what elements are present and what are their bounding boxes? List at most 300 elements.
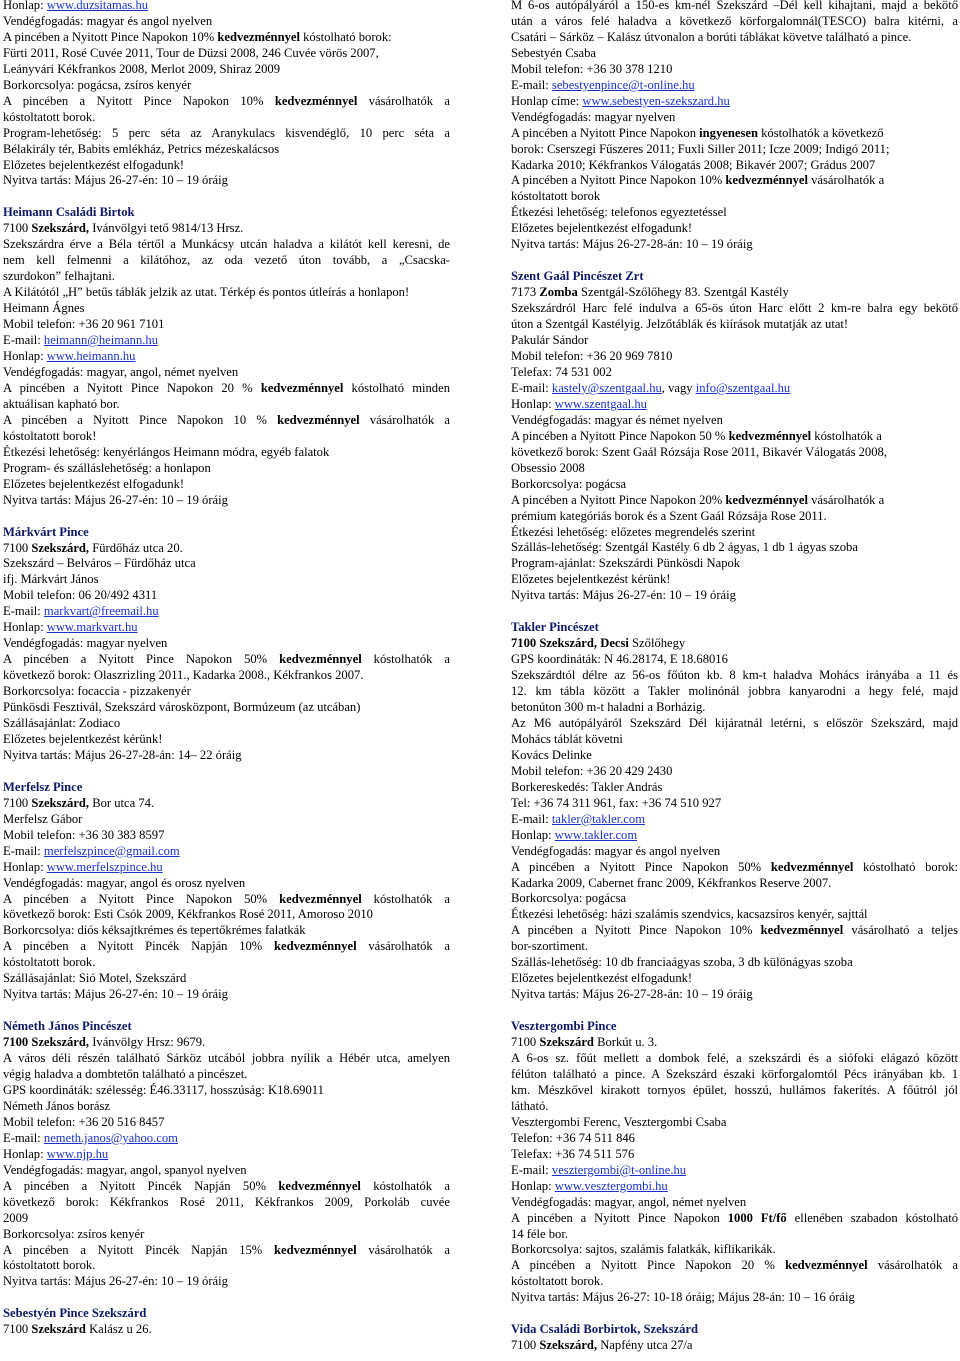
text-line — [511, 189, 958, 205]
text-segment: 7100 — [511, 1035, 540, 1050]
text-line — [3, 604, 450, 620]
text-line — [3, 253, 450, 269]
text-line — [3, 716, 450, 732]
text-segment: E-mail: — [511, 380, 552, 395]
text-line — [3, 700, 450, 716]
text-line — [3, 1051, 450, 1067]
link[interactable]: www.duzsitamas.hu — [46, 0, 149, 12]
text-line — [3, 46, 450, 62]
text-line — [511, 493, 958, 509]
text-segment: E-mail: — [511, 77, 552, 92]
text-segment: Vendégfogadás: magyar, angol és orosz nyelven — [3, 875, 246, 890]
text-line — [3, 317, 450, 333]
text-line — [3, 1163, 450, 1179]
text-segment: E-mail: — [3, 604, 44, 619]
text-line — [3, 413, 450, 429]
text-line — [511, 828, 958, 844]
text-segment: Étkezési lehetőség: előzetes megrendelés szerint — [511, 524, 756, 539]
text-line — [511, 477, 958, 493]
link[interactable]: nemeth.janos@yahoo.com — [43, 1130, 178, 1145]
text-line — [511, 1163, 958, 1179]
text-segment: km. Mészkővel kirakott tornyos épület, hosszú, hullámos fakerítés. A főútról jól — [511, 1082, 958, 1097]
text-segment: A pincében a Nyitott Pince Napokon 50% — [3, 891, 280, 906]
text-segment: kóstoltatott borok. — [3, 955, 96, 970]
text-segment: vásárolhatók a — [359, 412, 450, 427]
text-line — [511, 652, 958, 668]
heading-text: Takler Pincészet — [511, 620, 599, 635]
text-line — [3, 445, 450, 461]
text-line — [511, 668, 958, 684]
text-segment: következő borok: Esti Csók 2009, Kékfrankos Rosé 2011, Amoroso 2010 — [3, 907, 373, 922]
text-line — [3, 1211, 450, 1227]
text-segment: Mobil telefon: +36 30 378 1210 — [511, 61, 673, 76]
text-segment: E-mail: — [511, 1162, 552, 1177]
heading-text: Sebestyén Pince Szekszárd — [3, 1306, 147, 1321]
text-segment: Program- és szálláslehetőség: a honlapon — [3, 460, 211, 475]
link[interactable]: markvart@freemail.hu — [43, 604, 159, 619]
text-line — [3, 397, 450, 413]
link[interactable]: heimann@heimann.hu — [43, 333, 158, 348]
text-segment: vásárolhatók a — [357, 93, 450, 108]
text-segment: A pincében a Nyitott Pince Napokon 10% — [511, 173, 726, 188]
text-segment: nem kell felmenni a kilátóhoz, az oda vezető úton tovább, a „Csacska- — [3, 253, 450, 268]
text-line — [511, 349, 958, 365]
text-segment: Honlap: — [511, 1178, 555, 1193]
text-line — [3, 1115, 450, 1131]
winery-heading-takler-pinceszet — [511, 620, 958, 636]
text-line — [511, 205, 958, 221]
text-segment: A pincében a Nyitott Pince Napokon 50 % — [511, 428, 729, 443]
text-line — [3, 1067, 450, 1083]
text-line — [511, 30, 958, 46]
text-segment: Borkorcsolya: pogácsa — [511, 476, 627, 491]
text-line — [3, 142, 450, 158]
text-line — [511, 812, 958, 828]
text-line — [3, 828, 450, 844]
text-line — [3, 221, 450, 237]
bold-text: Szekszárd, — [31, 540, 90, 555]
text-line — [3, 971, 450, 987]
text-line — [3, 1322, 450, 1338]
text-segment: kóstolható borok: — [853, 859, 958, 874]
text-line — [3, 1179, 450, 1195]
text-segment: kóstoltatott borok. — [3, 1258, 96, 1273]
text-segment: GPS koordináták: szélesség: É46.33117, hosszúság: K18.69011 — [3, 1083, 324, 1097]
text-segment: Vendégfogadás: magyar és angol nyelven — [3, 13, 213, 28]
text-line — [3, 1227, 450, 1243]
winery-heading-nemeth-janos-pinceszet — [3, 1019, 450, 1035]
section-gap — [3, 1003, 450, 1019]
text-segment: Mobil telefon: 06 20/492 4311 — [3, 588, 158, 603]
text-line — [3, 987, 450, 1003]
text-line — [511, 365, 958, 381]
text-segment: A pincében a Nyitott Pincék Napján 15% — [3, 1242, 275, 1257]
link[interactable]: www.merfelszpince.hu — [46, 859, 163, 874]
link[interactable]: www.szentgaal.hu — [554, 396, 647, 411]
text-line — [3, 14, 450, 30]
text-segment: 7100 — [3, 221, 32, 236]
bold-text: kedvezménnyel — [274, 939, 357, 954]
text-segment: kóstoltatott borok. — [511, 1274, 604, 1289]
text-line — [511, 540, 958, 556]
text-segment: 7173 — [511, 285, 540, 300]
text-segment: Borkereskedés: Takler András — [511, 779, 663, 794]
link[interactable]: merfelszpince@gmail.com — [43, 843, 180, 858]
section-gap — [511, 604, 958, 620]
text-segment: E-mail: — [3, 843, 44, 858]
text-segment: Honlap: — [3, 1146, 47, 1161]
text-line — [3, 365, 450, 381]
text-segment: Honlap: — [511, 396, 555, 411]
heading-text: Merfelsz Pince — [3, 779, 83, 794]
text-line — [511, 907, 958, 923]
text-segment: végig haladva a dombtetőn található a pincészet. — [3, 1067, 248, 1082]
link[interactable]: www.takler.com — [554, 827, 638, 842]
text-line — [3, 461, 450, 477]
text-segment: Németh János borász — [3, 1098, 111, 1113]
text-segment: úton a Szentgál Kastélyig. Jelzőtáblák és kiírások mutatják az utat! — [511, 317, 849, 332]
text-segment: Nyitva tartás: Május 26-27-én: 10 – 19 óráig — [3, 987, 228, 1002]
text-line — [3, 301, 450, 317]
bold-text: kedvezménnyel — [279, 652, 362, 667]
text-line — [511, 1067, 958, 1083]
text-line — [3, 684, 450, 700]
text-line — [511, 46, 958, 62]
text-segment: Mobil telefon: +36 20 961 7101 — [3, 317, 165, 332]
text-segment: Vendégfogadás: magyar, angol, német nyelven — [3, 364, 239, 379]
text-line — [511, 700, 958, 716]
text-line — [3, 907, 450, 923]
text-line — [511, 684, 958, 700]
heading-text: Vida Családi Borbirtok, Szekszárd — [511, 1322, 699, 1337]
text-line — [511, 732, 958, 748]
text-line — [511, 716, 958, 732]
text-segment: 7100 — [3, 795, 32, 810]
text-segment: A pincében a Nyitott Pincék Napján 10% — [3, 939, 275, 954]
text-line — [511, 397, 958, 413]
text-line — [3, 1195, 450, 1211]
text-line — [511, 333, 958, 349]
text-segment: kóstoltatott borok! — [3, 428, 97, 443]
text-segment: vásárolhatók a — [356, 1242, 450, 1257]
text-line — [511, 381, 958, 397]
right-column — [511, 0, 958, 1354]
text-line — [3, 1243, 450, 1259]
text-segment: A pincében a Nyitott Pince Napokon 20 % — [3, 380, 261, 395]
winery-heading-szent-gaal-pinceszet-zrt — [511, 269, 958, 285]
text-line — [511, 844, 958, 860]
text-segment: ellenében szabadon kóstolható — [786, 1210, 958, 1225]
text-line — [511, 1147, 958, 1163]
bold-text: kedvezménnyel — [217, 29, 300, 44]
text-segment: E-mail: — [511, 811, 552, 826]
text-line — [511, 796, 958, 812]
text-segment: Vendégfogadás: magyar nyelven — [3, 636, 168, 651]
text-line — [3, 588, 450, 604]
text-segment: Nyitva tartás: Május 26-27-28-án: 14– 22 óráig — [3, 747, 242, 762]
text-segment: Nyitva tartás: Május 26-27-én: 10 – 19 óráig — [3, 1274, 228, 1289]
text-segment: Honlap: — [511, 827, 555, 842]
text-segment: Szekszárdra érve a Béla tértől a Munkácsy utcán haladva a kilátót kell keresni, de — [3, 237, 450, 252]
text-segment: Szállás-lehetőség: 10 db franciaágyas szoba, 3 db különágyas szoba — [511, 955, 853, 970]
text-line — [511, 301, 958, 317]
section-gap — [3, 189, 450, 205]
text-segment: vásárolhatók a — [807, 492, 885, 507]
text-segment: kóstoltatott borok. — [3, 109, 96, 124]
section-gap — [511, 1306, 958, 1322]
text-line — [511, 142, 958, 158]
text-segment: Kadarka 2009, Cabernet franc 2009, Kékfrankos Reserve 2007. — [511, 875, 832, 890]
text-line — [3, 349, 450, 365]
text-segment: A pincében a Nyitott Pince Napokon 20 % — [511, 1258, 786, 1273]
bold-text: 7100 Szekszárd, — [511, 636, 598, 651]
text-line — [3, 955, 450, 971]
text-segment: kóstolhatók a következő — [757, 125, 884, 140]
text-segment: borok: Cserszegi Fűszeres 2011; Fuxli Siller 2011; Icze 2009; Indigó 2011; — [511, 141, 890, 156]
text-segment: Mohács táblát követni — [511, 731, 623, 746]
bold-text: Szekszárd — [31, 1322, 86, 1337]
text-segment: A 6-os sz. főút mellett a dombok felé, a szekszárdi és a siófoki elágazó között — [511, 1051, 958, 1066]
link[interactable]: info@szentgaal.hu — [695, 380, 791, 395]
section-gap — [511, 1003, 958, 1019]
bold-text: kedvezménnyel — [760, 923, 844, 938]
text-line — [511, 1274, 958, 1290]
text-line — [511, 0, 958, 14]
text-segment: Fürti 2011, Rosé Cuvée 2011, Tour de Düzsi 2008, 246 Cuvée vörös 2007, — [3, 45, 379, 60]
text-segment: Heimann Ágnes — [3, 301, 85, 316]
bold-text: kedvezménnyel — [725, 173, 808, 188]
text-line — [511, 126, 958, 142]
text-line — [3, 158, 450, 174]
text-segment: Honlap: — [3, 0, 47, 12]
bold-text: Szekszárd, — [539, 1338, 598, 1353]
text-segment: Mobil telefon: +36 20 429 2430 — [511, 763, 673, 778]
text-segment: Vendégfogadás: magyar és angol nyelven — [511, 843, 721, 858]
winery-heading-markvart-pince — [3, 525, 450, 541]
text-segment: Vendégfogadás: magyar, angol, német nyelven — [511, 1194, 747, 1209]
text-line — [3, 652, 450, 668]
text-segment: A pincében a Nyitott Pincék Napján 50% — [3, 1178, 279, 1193]
text-line — [511, 1227, 958, 1243]
text-segment: Borkorcsolya: zsíros kenyér — [3, 1226, 145, 1241]
text-segment: Előzetes bejelentkezést elfogadunk! — [3, 157, 185, 172]
text-segment: A pincében a Nyitott Pince Napokon 10% — [3, 29, 218, 44]
text-line — [511, 110, 958, 126]
winery-heading-vesztergombi-pince — [511, 1019, 958, 1035]
text-segment: Fürdőház utca 20. — [89, 540, 183, 555]
winery-heading-vida-csaladi-borbirtok-szekszard — [511, 1322, 958, 1338]
text-line — [3, 1131, 450, 1147]
text-segment: Nyitva tartás: Május 26-27-28-án: 10 – 19 óráig — [511, 237, 753, 252]
text-segment: Kadarka 2010; Kékfrankos Válogatás 2008; Bikavér 2007; Grádus 2007 — [511, 157, 876, 172]
text-line — [3, 1147, 450, 1163]
text-line — [3, 110, 450, 126]
text-segment: Nyitva tartás: Május 26-27-én: 10 – 19 óráig — [511, 588, 736, 603]
bold-text: kedvezménnyel — [728, 428, 812, 443]
section-gap — [3, 764, 450, 780]
section-gap — [3, 1290, 450, 1306]
section-gap — [511, 253, 958, 269]
text-segment: Csatári – Sárköz – Kalász útvonalon a borúti táblákat követve található a pince. — [511, 29, 912, 44]
text-line — [511, 1195, 958, 1211]
text-line — [511, 1099, 958, 1115]
text-line — [511, 860, 958, 876]
text-segment: 7100 — [3, 540, 32, 555]
text-segment: E-mail: — [3, 333, 44, 348]
text-line — [511, 94, 958, 110]
text-segment: , vagy — [661, 380, 696, 395]
link[interactable]: www.sebestyen-szekszard.hu — [582, 93, 730, 108]
link[interactable]: www.njp.hu — [46, 1146, 109, 1161]
text-line — [3, 381, 450, 397]
bold-text: kedvezménnyel — [274, 1242, 357, 1257]
link[interactable]: kastely@szentgaal.hu — [551, 380, 662, 395]
link[interactable]: takler@takler.com — [551, 811, 645, 826]
text-segment: 14 féle bor. — [511, 1226, 569, 1241]
bold-text: Szekszárd, — [31, 221, 90, 236]
text-segment: vásárolhatók a — [356, 939, 450, 954]
text-segment: Mobil telefon: +36 20 969 7810 — [511, 349, 673, 364]
text-line — [3, 1099, 450, 1115]
text-line — [511, 748, 958, 764]
text-segment: Előzetes bejelentkezést kérünk! — [511, 572, 671, 587]
text-line — [3, 796, 450, 812]
text-segment: Tel: +36 74 311 961, fax: +36 74 510 927 — [511, 795, 722, 810]
bold-text: kedvezménnyel — [278, 1178, 361, 1193]
text-line — [511, 62, 958, 78]
text-line — [511, 14, 958, 30]
text-line — [3, 572, 450, 588]
text-line — [3, 732, 450, 748]
link[interactable]: sebestyenpince@t-online.hu — [551, 77, 695, 92]
text-segment: Ivánvölgyi tető 9814/13 Hrsz. — [89, 221, 244, 236]
text-line — [511, 445, 958, 461]
text-line — [511, 1035, 958, 1051]
text-segment: A pincében a Nyitott Pince Napokon 50% — [511, 859, 771, 874]
text-segment: 2009 — [3, 1210, 29, 1225]
text-line — [3, 556, 450, 572]
text-segment: E-mail: — [3, 1130, 44, 1145]
text-segment: Ivánvölgy Hrsz: 9679. — [89, 1035, 206, 1050]
text-segment: Nyitva tartás: Május 26-27: 10-18 óráig; Május 28-án: 10 – 16 óráig — [511, 1290, 855, 1305]
text-line — [3, 844, 450, 860]
text-segment: Telefax: 74 531 002 — [511, 364, 612, 379]
text-segment: vásárolhatók a — [867, 1258, 958, 1273]
text-line — [511, 237, 958, 253]
text-line — [3, 876, 450, 892]
text-line — [511, 1115, 958, 1131]
text-segment: Szállás-lehetőség: Szentgál Kastély 6 db 2 ágyas, 1 db 1 ágyas szoba — [511, 540, 858, 555]
link[interactable]: vesztergombi@t-online.hu — [551, 1162, 687, 1177]
text-segment: bor-szortiment. — [511, 939, 589, 954]
text-line — [3, 333, 450, 349]
text-segment: Napfény utca 27/a — [597, 1338, 693, 1353]
text-segment: GPS koordináták: N 46.28174, E 18.68016 — [511, 652, 728, 667]
link[interactable]: www.heimann.hu — [46, 349, 136, 364]
text-segment: Szekszárdtól délre az 56-os főúton kb. 8 km-t haladva Mohács irányába a 11 és — [511, 668, 958, 683]
text-segment: A pincében a Nyitott Pince Napokon 10% — [511, 923, 761, 938]
text-segment: aktuálisan kapható bor. — [3, 396, 120, 411]
text-line — [3, 30, 450, 46]
text-segment: 7100 — [511, 1338, 540, 1353]
text-line — [3, 1258, 450, 1274]
text-segment: Program-lehetőség: 5 perc séta az Aranykulacs kisvendéglő, 10 perc séta a — [3, 125, 450, 140]
text-segment: Telefon: +36 74 511 846 — [511, 1130, 635, 1145]
text-segment: 7100 — [3, 1322, 32, 1337]
text-line — [511, 1290, 958, 1306]
text-segment: Vendégfogadás: magyar és német nyelven — [511, 412, 723, 427]
text-line — [3, 923, 450, 939]
text-line — [3, 237, 450, 253]
bold-text: kedvezménnyel — [274, 93, 358, 108]
text-line — [3, 493, 450, 509]
text-line — [511, 461, 958, 477]
text-line — [511, 1258, 958, 1274]
text-segment: Nyitva tartás: Május 26-27-én: 10 – 19 óráig — [3, 173, 228, 188]
link[interactable]: www.markvart.hu — [46, 620, 138, 635]
text-segment: Pakulár Sándor — [511, 333, 589, 348]
text-line — [3, 541, 450, 557]
text-segment: kóstolhatók a — [361, 652, 450, 667]
text-line — [3, 668, 450, 684]
text-line — [511, 221, 958, 237]
text-segment: Vesztergombi Ferenc, Vesztergombi Csaba — [511, 1114, 727, 1129]
bold-text: 7100 Szekszárd, — [3, 1035, 90, 1050]
heading-text: Vesztergombi Pince — [511, 1019, 617, 1034]
text-line — [3, 94, 450, 110]
text-segment: kóstolhatók a — [360, 1178, 450, 1193]
text-line — [511, 891, 958, 907]
winery-heading-heimann-csaladi-birtok — [3, 205, 450, 221]
text-line — [511, 955, 958, 971]
text-line — [3, 1035, 450, 1051]
text-segment: Előzetes bejelentkezést elfogadunk! — [511, 971, 693, 986]
text-segment: A pincében a Nyitott Pince Napokon — [511, 1210, 728, 1225]
text-segment: kóstolhatók a — [361, 891, 450, 906]
bold-text: kedvezménnyel — [785, 1258, 868, 1273]
text-line — [511, 173, 958, 189]
text-segment: Program-ajánlat: Szekszárdi Pünkösdi Napok — [511, 556, 741, 571]
text-segment: Borkút u. 3. — [593, 1035, 658, 1050]
text-segment: Szállásajánlat: Sió Motel, Szekszárd — [3, 971, 187, 986]
bold-text: kedvezménnyel — [260, 380, 344, 395]
text-segment: Étkezési lehetőség: házi szalámis szendvics, kacsazsíros kenyér, sajttál — [511, 907, 868, 922]
text-segment: Borkorcsolya: pogácsa, zsíros kenyér — [3, 77, 192, 92]
text-segment: Leányvári Kékfrankos 2008, Merlot 2009, Shiraz 2009 — [3, 61, 280, 76]
link[interactable]: www.vesztergombi.hu — [554, 1178, 668, 1193]
text-segment: Pünkösdi Fesztivál, Szekszárd városközpont, Bormúzeum (az utcában) — [3, 700, 361, 715]
text-segment: Honlap: — [3, 620, 47, 635]
text-segment: A pincében a Nyitott Pince Napokon — [511, 125, 700, 140]
text-segment: Sebestyén Csaba — [511, 45, 596, 60]
text-line — [3, 1274, 450, 1290]
text-line — [511, 876, 958, 892]
bold-text: Szekszárd — [539, 1035, 594, 1050]
text-segment: vásárolható a teljes — [843, 923, 958, 938]
text-segment: A Kilátótól „H” betűs táblák jelzik az utat. Térkép és pontos útleírás a honlapon! — [3, 285, 410, 300]
text-line — [511, 556, 958, 572]
text-line — [3, 636, 450, 652]
text-line — [3, 0, 450, 14]
text-segment: Mobil telefon: +36 20 516 8457 — [3, 1114, 165, 1129]
text-segment: félúton található a pince. A Szekszárd északi körforgalomtól Pécs irányában kb. 1 — [511, 1067, 958, 1081]
bold-text: Zomba — [539, 285, 578, 300]
heading-text: Németh János Pincészet — [3, 1019, 132, 1034]
text-segment: Szállásajánlat: Zodiaco — [3, 715, 121, 730]
text-segment: Obsessio 2008 — [511, 460, 585, 475]
text-segment: prémium kategóriás borok és a Szent Gaál Rózsája Rose 2011. — [511, 508, 827, 523]
text-segment: Borkorcsolya: pogácsa — [511, 891, 627, 906]
